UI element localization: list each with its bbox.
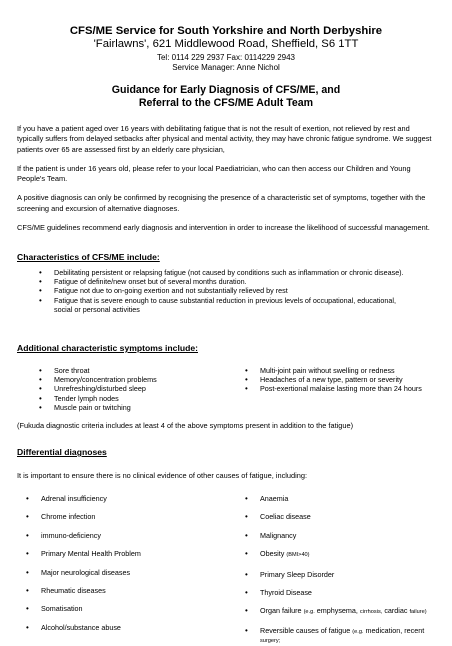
organ-cardiac: cardiac xyxy=(384,606,408,616)
list-item: • Sore throat xyxy=(54,366,184,375)
obesity-note: (BMI>40) xyxy=(286,552,310,559)
guidance-title-line2: Referral to the CFS/ME Adult Team xyxy=(138,97,314,109)
list-item: • Fatigue that is severe enough to cause substantial reduction in previous levels of occupational, educational, social or personal activities xyxy=(54,296,410,314)
list-item: • Fatigue of definite/new onset but of several months duration. xyxy=(54,277,410,286)
guidance-heading xyxy=(0,84,452,110)
organ-cirrhosis: cirrhosis, xyxy=(359,609,383,616)
list-item: • Muscle pain or twitching xyxy=(54,403,184,412)
additional-heading: Additional characteristic symptoms include: xyxy=(17,343,198,353)
organ-emphysema: emphysema, xyxy=(316,606,358,616)
contact-line: Tel: 0114 229 2937 Fax: 0114229 2943 xyxy=(156,53,296,62)
differential-intro: It is important to ensure there is no clinical evidence of other causes of fatigue, including: xyxy=(17,471,308,480)
list-item: • Headaches of a new type, pattern or severity xyxy=(260,375,440,384)
list-item: • Thyroid Disease xyxy=(260,588,450,597)
list-item: • Debilitating persistent or relapsing fatigue (not caused by conditions such as inflammation or chronic disease). xyxy=(54,268,410,277)
list-item: • Adrenal insufficiency xyxy=(41,494,231,503)
list-item-label: Organ failure xyxy=(260,606,302,616)
differential-heading: Differential diagnoses xyxy=(17,447,107,457)
list-item: • Primary Mental Health Problem xyxy=(41,549,231,558)
list-item: • Rheumatic diseases xyxy=(41,586,231,595)
list-item: • Tender lymph nodes xyxy=(54,394,184,403)
paragraph-over-16: If you have a patient aged over 16 years with debilitating fatigue that is not the result of exertion, not relieved by rest and typically suffers from delayed setbacks after physical and mental activity, they may have chronic fatigue syndrome. We suggest patients over 65 are assessed first by an elderly care physician, xyxy=(17,124,432,154)
list-item: • Chrome infection xyxy=(41,512,231,521)
list-item xyxy=(260,549,450,560)
additional-right-list xyxy=(260,366,440,394)
list-item: • immuno-deficiency xyxy=(41,531,231,540)
fukuda-note: (Fukuda diagnostic criteria includes at least 4 of the above symptoms present in addition to the fatigue) xyxy=(17,421,354,430)
list-item xyxy=(260,627,450,646)
list-item: • Multi-joint pain without swelling or redness xyxy=(260,366,440,375)
list-item: • Major neurological diseases xyxy=(41,568,231,577)
list-item-label: Reversible causes of fatigue xyxy=(260,625,351,635)
differential-right-list xyxy=(260,494,450,646)
list-item: • Alcohol/substance abuse xyxy=(41,623,231,632)
characteristics-heading: Characteristics of CFS/ME include: xyxy=(17,252,160,262)
list-item: • Unrefreshing/disturbed sleep xyxy=(54,384,184,393)
reversible-medication: medication, xyxy=(365,625,403,635)
differential-left-list xyxy=(41,494,231,632)
manager-line: Service Manager: Anne Nichol xyxy=(172,63,280,72)
paragraph-under-16: If the patient is under 16 years old, please refer to your local Paediatrician, who can then access our Children and Young People's Team. xyxy=(17,163,411,184)
organ-eg: (e.g. xyxy=(303,609,315,616)
guidance-title-line1: Guidance for Early Diagnosis of CFS/ME, and xyxy=(111,84,341,96)
intro-paragraphs xyxy=(17,124,432,233)
reversible-recent: recent xyxy=(404,625,425,635)
organ-failure: failure) xyxy=(409,609,427,616)
list-item: • Coeliac disease xyxy=(260,512,450,521)
header xyxy=(0,25,452,73)
list-item: • Somatisation xyxy=(41,604,231,613)
list-item: • Fatigue not due to on-going exertion and not substantially relieved by rest xyxy=(54,286,410,295)
service-title: CFS/ME Service for South Yorkshire and North Derbyshire xyxy=(69,25,383,37)
service-address: 'Fairlawns', 621 Middlewood Road, Sheffield, S6 1TT xyxy=(93,38,359,50)
paragraph-guidelines: CFS/ME guidelines recommend early diagnosis and intervention in order to increase the likelihood of successful management. xyxy=(17,223,430,233)
list-item: • Malignancy xyxy=(260,531,450,540)
list-item-label: Obesity xyxy=(260,549,285,559)
list-item: • Post-exertional malaise lasting more than 24 hours xyxy=(260,384,440,393)
reversible-surgery: surgery; xyxy=(260,638,281,645)
reversible-eg: (e.g. xyxy=(352,628,364,635)
list-item: • Anaemia xyxy=(260,494,450,503)
characteristics-list xyxy=(54,268,410,314)
list-item: • Primary Sleep Disorder xyxy=(260,570,450,579)
paragraph-positive-diagnosis: A positive diagnosis can only be confirmed by recognising the presence of a characteristic set of symptoms, together with the screening and excursion of alternative diagnoses. xyxy=(17,193,426,213)
list-item xyxy=(260,606,450,617)
additional-left-list xyxy=(54,366,184,412)
list-item: • Memory/concentration problems xyxy=(54,375,184,384)
